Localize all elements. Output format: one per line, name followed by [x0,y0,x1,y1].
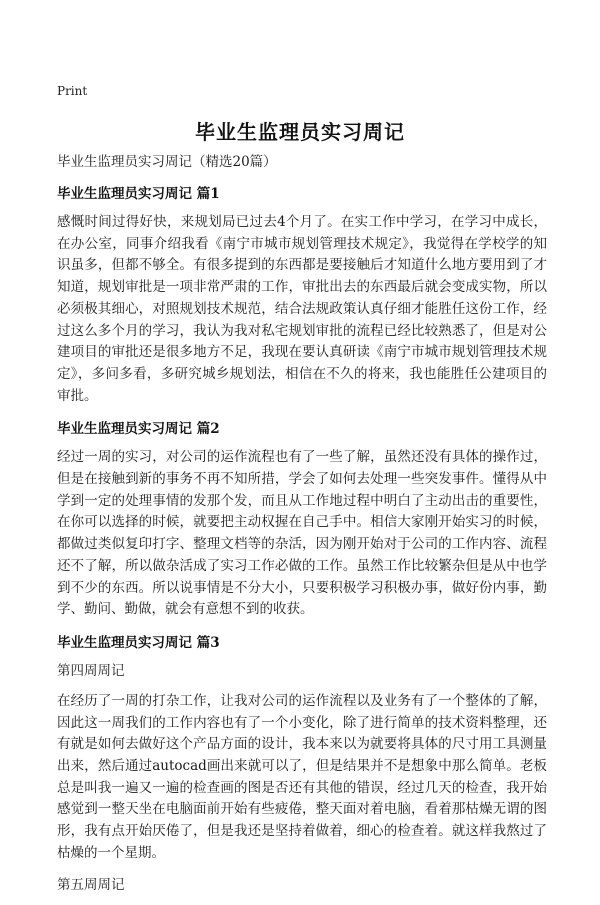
section-paragraph-3: 在经历了一周的打杂工作，让我对公司的运作流程以及业务有了一个整体的了解，因此这一周我们的工作内容也有了一个小变化，除了进行简单的技术资料整理，还有就是如何去做好这个产品方面的设计，我本来以为就要将具体的尺寸用工具测量出来，然后通过autocad画出来就可以了，但是结果并不是想象中那么简单。老板总是叫我一遍又一遍的检查画的图是否还有其他的错误，经过几天的检查，我开始感觉到一整天坐在电脑面前开始有些疲倦，整天面对着电脑，看着那枯燥无谓的图形，我有点开始厌倦了，但是我还是坚持着做着，细心的检查着。就这样我熬过了枯燥的一个星期。 [57,692,547,861]
week-label-4: 第四周周记 [57,662,125,679]
print-label[interactable]: Print [57,84,88,98]
document-body [57,152,547,905]
document-subtitle: 毕业生监理员实习周记（精选20篇） [57,154,277,170]
document-title: 毕业生监理员实习周记 [195,120,405,144]
section-paragraph-1: 感慨时间过得好快，来规划局已过去4个月了。在实工作中学习，在学习中成长，在办公室，同事介绍我看《南宁市城市规划管理技术规定》，我觉得在学校学的知识虽多，但都不够全。有很多提到的东西都是要接触后才知道什么地方要用到了才知道，规划审批是一项非常严肃的工作，审批出去的东西最后就会变成实物，所以必须极其细心，对照规划技术规范，结合法规政策认真仔细才能胜任这份工作，经过这么多个月的学习，我认为我对私宅规划审批的流程已经比较熟悉了，但是对公建项目的审批还是很多地方不足，我现在要认真研读《南宁市城市规划管理技术规定》，多问多看，多研究城乡规划法，相信在不久的将来，我也能胜任公建项目的审批。 [57,214,547,404]
section-paragraph-2: 经过一周的实习，对公司的运作流程也有了一些了解，虽然还没有具体的操作过，但是在接触到新的事务不再不知所措，学会了如何去处理一些突发事件。懂得从中学到一定的处理事情的发那个发，而且从工作地过程中明白了主动出击的重要性，在你可以选择的时候，就要把主动权握在自己手中。相信大家刚开始实习的时候，都做过类似复印打字、整理文档等的杂活，因为刚开始对于公司的工作内容、流程还不了解，所以做杂活成了实习工作必做的工作。虽然工作比较繁杂但是从中也学到不少的东西。所以说事情是不分大小，只要积极学习积极办事，做好份内事，勤学、勤问、勤做，就会有意想不到的收获。 [57,449,547,618]
section-heading-1: 毕业生监理员实习周记 篇1 [57,186,220,202]
section-heading-2: 毕业生监理员实习周记 篇2 [57,421,220,438]
section-heading-3: 毕业生监理员实习周记 篇3 [57,634,220,651]
week-label-5: 第五周周记 [57,876,125,893]
